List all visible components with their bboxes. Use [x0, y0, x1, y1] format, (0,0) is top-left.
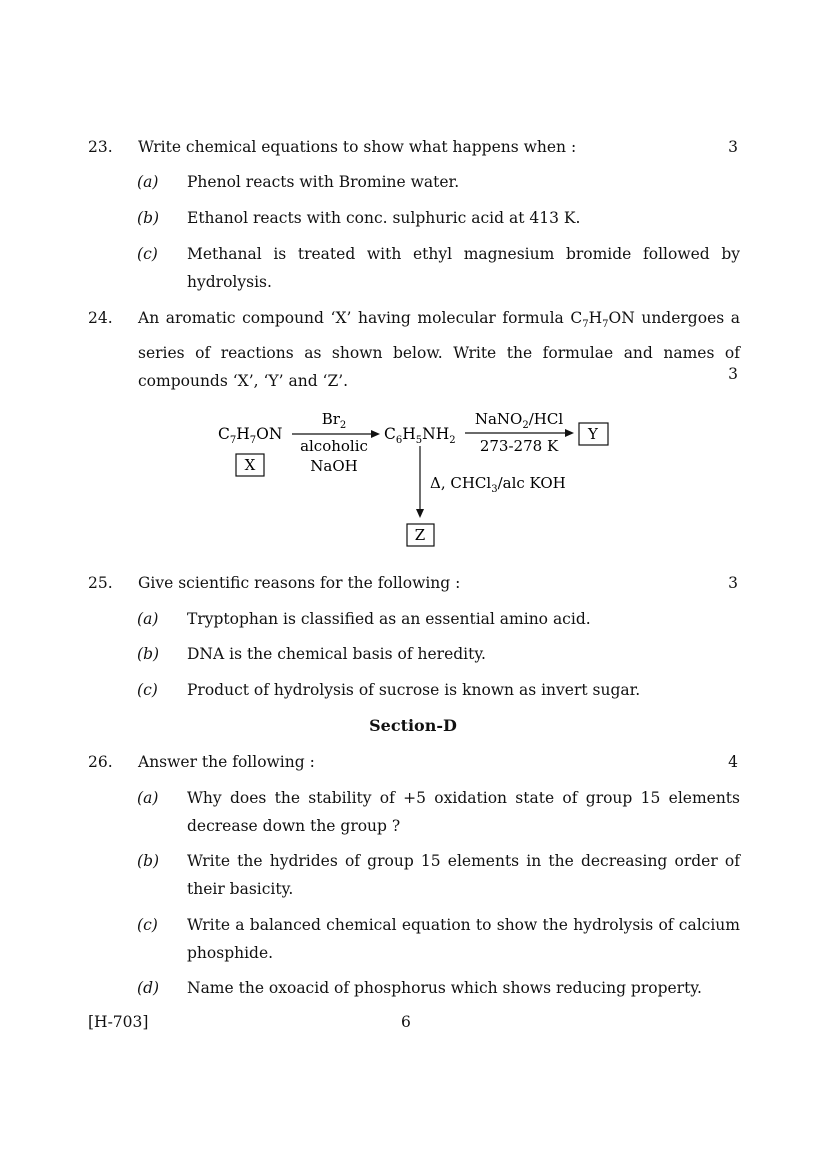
- arrow-1-reagent: $Br_2$: [321, 410, 347, 431]
- page-number: 6: [401, 1013, 411, 1031]
- part-label: (a): [137, 789, 159, 807]
- part-text: Tryptophan is classified as an essential amino acid.: [187, 610, 591, 628]
- part-label: (b): [137, 645, 160, 663]
- part-label: (c): [137, 681, 158, 699]
- question-number: 24.: [88, 309, 113, 327]
- part-text: Methanal is treated with ethyl magnesium bromide followed by hydrolysis.: [187, 245, 740, 291]
- part-label: (c): [137, 916, 158, 934]
- part-label: (a): [137, 610, 159, 628]
- part-text: Ethanol reacts with conc. sulphuric acid at 413 K.: [187, 209, 581, 227]
- middle-compound: $C_6H_5NH_2$: [384, 425, 456, 446]
- part-label: (d): [137, 979, 160, 997]
- question-text: Answer the following :: [138, 753, 315, 771]
- reaction-scheme: [0, 400, 826, 560]
- arrow-2-condition: 273-278 K: [479, 437, 559, 455]
- start-compound: $C_7H_7ON$: [218, 425, 283, 446]
- arrow-2-reagent: NaNO$_2$/HCl: [474, 410, 564, 431]
- question-number: 26.: [88, 753, 113, 771]
- arrow-1-condition-2: NaOH: [310, 457, 358, 475]
- arrow-2-head: [565, 429, 574, 437]
- box-x-label: X: [244, 456, 256, 474]
- question-marks: 3: [728, 365, 738, 383]
- question-marks: 3: [728, 138, 738, 156]
- arrow-3-head: [416, 509, 424, 518]
- question-text: Give scientific reasons for the following :: [138, 574, 461, 592]
- part-text: Write the hydrides of group 15 elements in the decreasing order of their basicity.: [187, 852, 740, 898]
- part-label: (b): [137, 209, 160, 227]
- paper-code: [H-703]: [88, 1013, 149, 1031]
- part-label: (c): [137, 245, 158, 263]
- question-number: 25.: [88, 574, 113, 592]
- question-24-text: An aromatic compound ‘X’ having molecular formula $C_7H_7ON$ undergoes a series of reactions as shown below. Write the formulae and names of compounds ‘X’, ‘Y’ and ‘Z’.: [138, 309, 741, 391]
- part-text: Why does the stability of +5 oxidation state of group 15 elements decrease down the group ?: [187, 789, 740, 835]
- question-number: 23.: [88, 138, 113, 156]
- part-label: (a): [137, 173, 159, 191]
- question-marks: 3: [728, 574, 738, 592]
- section-heading: Section-D: [369, 716, 457, 735]
- part-text: Product of hydrolysis of sucrose is known as invert sugar.: [187, 681, 641, 699]
- box-z-label: Z: [414, 526, 426, 544]
- part-text: Phenol reacts with Bromine water.: [187, 173, 460, 191]
- part-text: DNA is the chemical basis of heredity.: [187, 645, 486, 663]
- question-marks: 4: [728, 753, 738, 771]
- question-text: Write chemical equations to show what happens when :: [138, 138, 577, 156]
- arrow-1-condition-1: alcoholic: [300, 437, 368, 455]
- arrow-1-head: [371, 430, 380, 438]
- part-text: Write a balanced chemical equation to show the hydrolysis of calcium phosphide.: [187, 916, 740, 962]
- box-y-label: Y: [588, 425, 598, 443]
- part-text: Name the oxoacid of phosphorus which shows reducing property.: [187, 979, 702, 997]
- arrow-3-condition: Δ, CHCl$_3$/alc KOH: [430, 474, 566, 495]
- part-label: (b): [137, 852, 160, 870]
